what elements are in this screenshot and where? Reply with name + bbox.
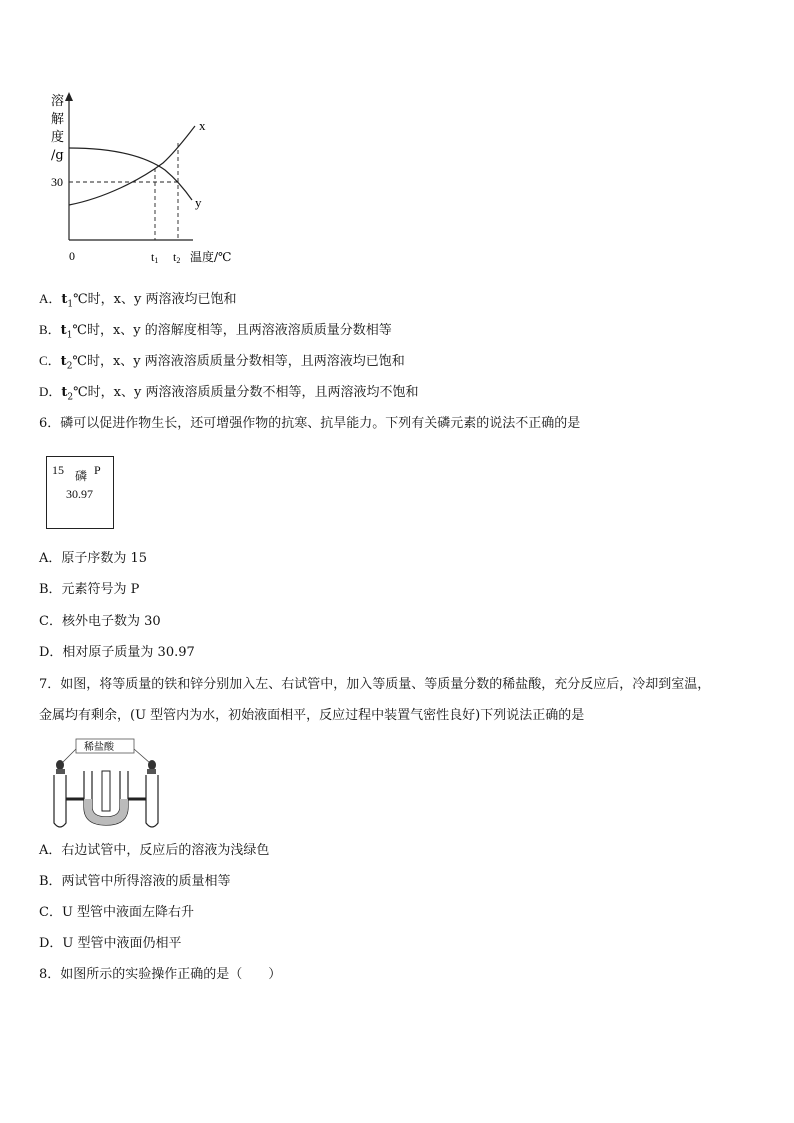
option-text: ℃时，x、y 两溶液均已饱和 [73, 292, 237, 307]
option-letter: A． [39, 291, 62, 306]
atomic-number: 15 [52, 463, 64, 477]
q7-option-a: A．右边试管中，反应后的溶液为浅绿色 [39, 843, 270, 858]
t-symbol: t [61, 385, 68, 400]
curve-y [69, 148, 192, 200]
label-leader-left [62, 749, 76, 763]
element-name: 磷 [75, 469, 88, 483]
solubility-graph [45, 88, 255, 268]
ylabel-char-4: /g [51, 148, 64, 163]
middle-tube [102, 771, 110, 811]
q5-option-d [39, 383, 419, 407]
element-symbol: P [94, 463, 101, 477]
label-leader-right [134, 749, 150, 763]
q7-option-c: C．U 型管中液面左降右升 [39, 905, 195, 920]
u-tube-inner [92, 771, 120, 817]
q7-stem-line1: 7．如图，将等质量的铁和锌分别加入左、右试管中，加入等质量、等质量分数的稀盐酸，充分反应后，冷却到室温， [39, 677, 711, 692]
u-tube-water [84, 799, 128, 825]
q7-stem-line2: 金属均有剩余，(U 型管内为水，初始液面相平，反应过程中装置气密性良好)下列说法正确的是 [39, 708, 585, 723]
t-symbol: t [60, 354, 67, 369]
t-subscript: 1 [66, 330, 73, 341]
left-dropper-bulb [56, 760, 64, 770]
q6-option-c: C．核外电子数为 30 [39, 614, 161, 629]
q8-stem: 8．如图所示的实验操作正确的是（ ） [39, 967, 282, 982]
ylabel-char-3: 度 [51, 130, 65, 145]
option-text: ℃时，x、y 的溶解度相等，且两溶液溶质质量分数相等 [72, 323, 392, 338]
option-letter: D． [39, 384, 62, 399]
t-subscript: 2 [67, 392, 74, 403]
option-text: ℃时，x、y 两溶液溶质质量分数相等，且两溶液均已饱和 [72, 354, 405, 369]
t-subscript: 2 [66, 361, 73, 372]
q6-option-d: D．相对原子质量为 30.97 [39, 645, 195, 660]
q6-option-a: A．原子序数为 15 [39, 551, 148, 566]
q5-option-c [39, 352, 405, 376]
right-stopper [147, 769, 156, 774]
right-dropper-bulb [148, 760, 156, 770]
q6-stem: 6．磷可以促进作物生长，还可增强作物的抗寒、抗旱能力。下列有关磷元素的说法不正确的是 [39, 416, 581, 431]
option-letter: C． [39, 353, 61, 368]
q5-option-a [39, 290, 237, 314]
t-symbol: t [60, 323, 67, 338]
q7-option-d: D．U 型管中液面仍相平 [39, 936, 182, 951]
right-test-tube [146, 775, 158, 827]
option-letter: B． [39, 322, 61, 337]
x-axis-label: 温度/℃ [190, 250, 232, 264]
u-tube-apparatus [48, 737, 178, 832]
left-test-tube [54, 775, 66, 827]
curve-x [69, 126, 195, 205]
curve-y-label: y [195, 195, 202, 210]
acid-label: 稀盐酸 [84, 742, 114, 753]
origin-label: 0 [69, 249, 75, 263]
t-symbol: t [61, 292, 68, 307]
q7-option-b: B．两试管中所得溶液的质量相等 [39, 874, 231, 889]
periodic-element-card [46, 456, 114, 529]
option-text: ℃时，x、y 两溶液溶质质量分数不相等，且两溶液均不饱和 [73, 385, 419, 400]
ylabel-char-1: 溶 [51, 94, 65, 109]
q6-option-b: B．元素符号为 P [39, 582, 140, 597]
left-stopper [56, 769, 65, 774]
y-axis-arrow [65, 92, 73, 101]
q5-option-b [39, 321, 392, 345]
ylabel-char-2: 解 [51, 112, 65, 127]
y-tick-30: 30 [51, 175, 63, 189]
t1-label: t1 [151, 250, 159, 265]
t2-label: t2 [173, 250, 181, 265]
curve-x-label: x [199, 118, 206, 133]
t-subscript: 1 [67, 299, 74, 310]
atomic-mass: 30.97 [66, 487, 93, 501]
